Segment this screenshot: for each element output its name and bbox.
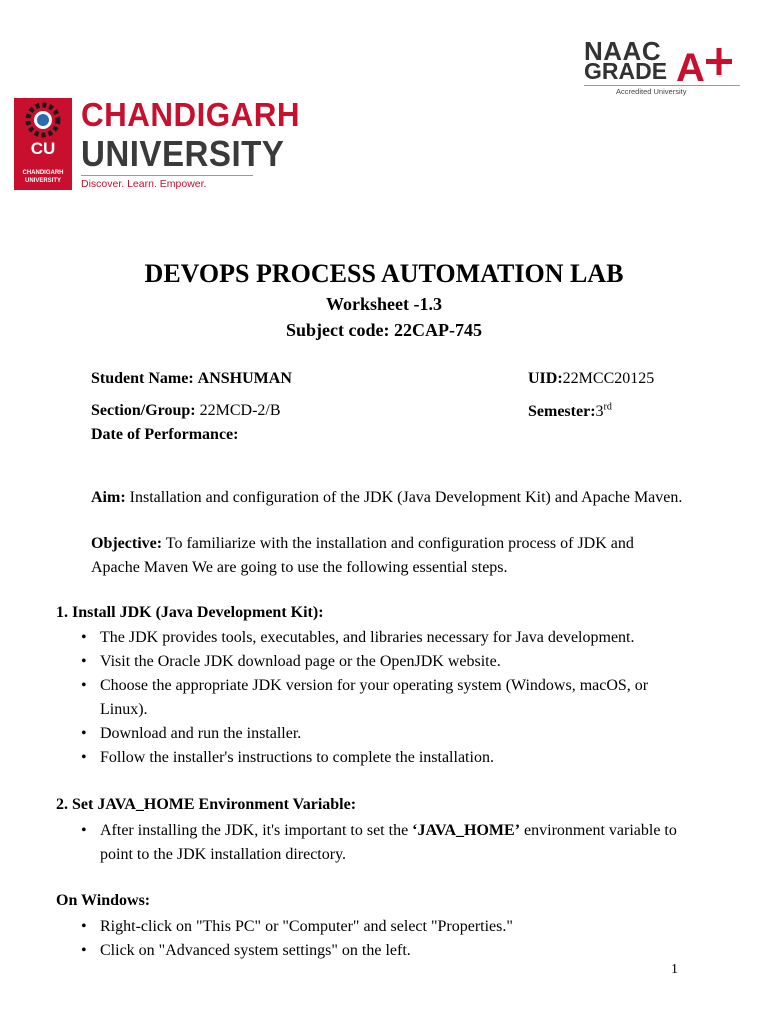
list-item: • The JDK provides tools, executables, and libraries necessary for Java development. xyxy=(77,626,757,650)
windows-list xyxy=(77,915,757,963)
uid-label: UID: xyxy=(528,370,563,387)
naac-grade-a-plus xyxy=(674,38,736,84)
semester-value: 3 xyxy=(595,403,604,420)
cu-emblem-name-2: UNIVERSITY xyxy=(24,178,61,184)
windows-heading: On Windows: xyxy=(56,892,151,909)
page-title: DEVOPS PROCESS AUTOMATION LAB xyxy=(144,259,624,288)
cu-tagline: Discover. Learn. Empower. xyxy=(81,178,207,190)
section2-list xyxy=(77,819,757,867)
objective-line2: Apache Maven We are going to use the following essential steps. xyxy=(91,559,508,576)
semester-label: Semester: xyxy=(528,403,596,420)
uid xyxy=(528,367,654,391)
subject-code: Subject code: 22CAP-745 xyxy=(286,320,482,340)
semester-suffix: rd xyxy=(603,401,612,413)
student-name-label: Student Name: xyxy=(91,370,194,387)
naac-grade-text: GRADE xyxy=(584,58,668,84)
cu-name-line1: CHANDIGARH xyxy=(81,96,300,133)
svg-text:A: A xyxy=(676,46,705,84)
list-item: • Click on "Advanced system settings" on the left. xyxy=(77,939,757,963)
list-item: • Download and run the installer. xyxy=(77,722,757,746)
cu-emblem xyxy=(14,98,72,190)
page-number: 1 xyxy=(671,962,678,977)
list-item: • Right-click on "This PC" or "Computer" and select "Properties." xyxy=(77,915,757,939)
objective xyxy=(91,532,634,580)
section-label: Section/Group: xyxy=(91,402,196,419)
worksheet-number: Worksheet -1.3 xyxy=(326,294,442,314)
naac-text: NAAC xyxy=(584,36,662,66)
section-value: 22MCD-2/B xyxy=(199,402,281,419)
aim-label: Aim: xyxy=(91,489,126,506)
section-group xyxy=(91,399,281,423)
cu-emblem-name-1: CHANDIGARH xyxy=(22,170,64,176)
cu-gear-emblem-icon xyxy=(14,98,72,166)
student-name-value: ANSHUMAN xyxy=(197,370,292,387)
list-item: • Visit the Oracle JDK download page or the OpenJDK website. xyxy=(77,650,757,674)
section1-list xyxy=(77,626,757,770)
uid-value: 22MCC20125 xyxy=(562,370,655,387)
list-item: • Choose the appropriate JDK version for your operating system (Windows, macOS, or Linux). xyxy=(77,674,757,722)
section1-heading: 1. Install JDK (Java Development Kit): xyxy=(56,604,324,621)
cu-emblem-letters: CU xyxy=(30,139,56,158)
cu-name-line2: UNIVERSITY xyxy=(81,133,285,174)
cu-divider xyxy=(81,175,253,176)
date-of-performance-label: Date of Performance: xyxy=(91,426,239,443)
list-item: • After installing the JDK, it's important to set the ‘JAVA_HOME’ environment variable to point to the JDK installation directory. xyxy=(77,819,757,867)
section2-heading: 2. Set JAVA_HOME Environment Variable: xyxy=(56,796,357,813)
naac-subtitle: Accredited University xyxy=(616,87,687,96)
objective-label: Objective: xyxy=(91,535,163,552)
aim-text: Installation and configuration of the JDK (Java Development Kit) and Apache Maven. xyxy=(129,489,683,506)
objective-line1: To familiarize with the installation and configuration process of JDK and xyxy=(165,535,634,552)
naac-logo xyxy=(582,38,742,98)
aim xyxy=(91,486,682,510)
student-name xyxy=(91,367,292,391)
naac-divider xyxy=(584,85,740,86)
semester xyxy=(528,400,612,424)
list-item: • Follow the installer's instructions to complete the installation. xyxy=(77,746,757,770)
